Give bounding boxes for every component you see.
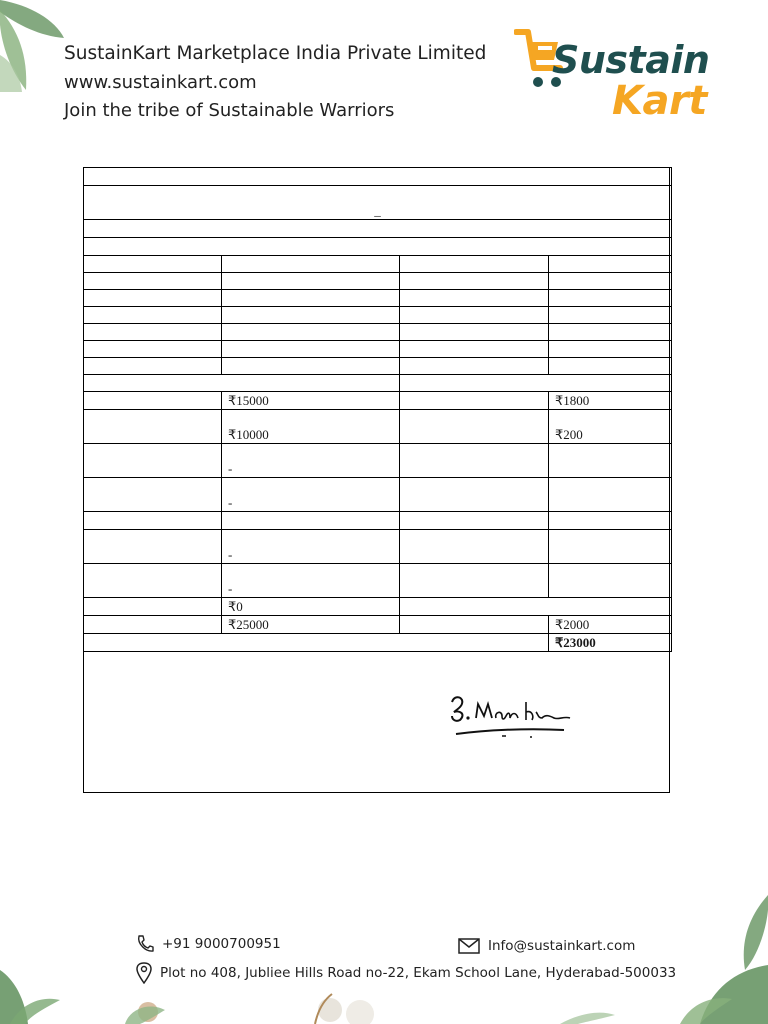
table-row bbox=[84, 238, 672, 256]
table-row bbox=[84, 290, 672, 307]
email-address: Info@sustainkart.com bbox=[488, 938, 636, 954]
floral-decoration-bottom bbox=[300, 980, 420, 1024]
footer-phone[interactable] bbox=[136, 935, 281, 953]
amount-cell: ₹25000 bbox=[222, 616, 400, 634]
company-header bbox=[64, 40, 504, 126]
table-row bbox=[84, 186, 672, 220]
signature-image bbox=[446, 690, 580, 744]
company-name: SustainKart Marketplace India Private Limited bbox=[64, 43, 487, 64]
sustainkart-logo bbox=[514, 26, 724, 126]
leaf-decoration-top-left bbox=[0, 0, 70, 95]
amount-cell: - bbox=[222, 478, 400, 512]
tax-cell: ₹200 bbox=[549, 410, 672, 444]
tax-cell bbox=[549, 444, 672, 478]
tax-cell bbox=[549, 530, 672, 564]
amount-cell: ₹0 bbox=[222, 598, 400, 616]
footer-email[interactable] bbox=[458, 938, 635, 954]
table-row bbox=[84, 392, 672, 410]
table-row bbox=[84, 358, 672, 375]
location-pin-icon bbox=[136, 962, 152, 984]
postal-address: Plot no 408, Jubliee Hills Road no-22, Ekam School Lane, Hyderabad-500033 bbox=[160, 965, 677, 981]
table-row bbox=[84, 256, 672, 273]
amount-cell: - bbox=[222, 564, 400, 598]
table-row bbox=[84, 478, 672, 512]
table-row bbox=[84, 410, 672, 444]
phone-icon bbox=[136, 935, 154, 953]
logo-word-sustain: Sustain bbox=[552, 38, 710, 82]
mail-icon bbox=[458, 938, 480, 954]
company-website[interactable]: www.sustainkart.com bbox=[64, 71, 257, 93]
leaf-decoration-bottom-right bbox=[560, 895, 768, 1024]
amount-cell: ₹15000 bbox=[222, 392, 400, 410]
table-row bbox=[84, 273, 672, 290]
table-row bbox=[84, 168, 672, 186]
table-row bbox=[84, 341, 672, 358]
amount-cell: - bbox=[222, 530, 400, 564]
tax-cell bbox=[549, 512, 672, 530]
tax-cell: ₹2000 bbox=[549, 616, 672, 634]
tax-cell: ₹1800 bbox=[549, 392, 672, 410]
table-row bbox=[84, 530, 672, 564]
tax-cell bbox=[549, 478, 672, 512]
footer-address bbox=[136, 962, 676, 984]
table-row bbox=[84, 564, 672, 598]
amount-cell: - bbox=[222, 444, 400, 478]
invoice-title-mark: _ bbox=[374, 203, 381, 218]
tax-cell bbox=[549, 564, 672, 598]
table-row bbox=[84, 220, 672, 238]
company-tagline: Join the tribe of Sustainable Warriors bbox=[64, 100, 395, 121]
table-row bbox=[84, 634, 672, 652]
net-total-cell: ₹23000 bbox=[549, 634, 672, 652]
amount-cell bbox=[222, 512, 400, 530]
table-row bbox=[84, 307, 672, 324]
table-row bbox=[84, 512, 672, 530]
invoice-table bbox=[83, 167, 672, 652]
table-row bbox=[84, 324, 672, 341]
table-row bbox=[84, 598, 672, 616]
table-row bbox=[84, 444, 672, 478]
phone-number: +91 9000700951 bbox=[162, 936, 281, 952]
table-row bbox=[84, 616, 672, 634]
table-row bbox=[84, 375, 672, 392]
logo-word-kart: Kart bbox=[612, 78, 707, 124]
amount-cell: ₹10000 bbox=[222, 410, 400, 444]
